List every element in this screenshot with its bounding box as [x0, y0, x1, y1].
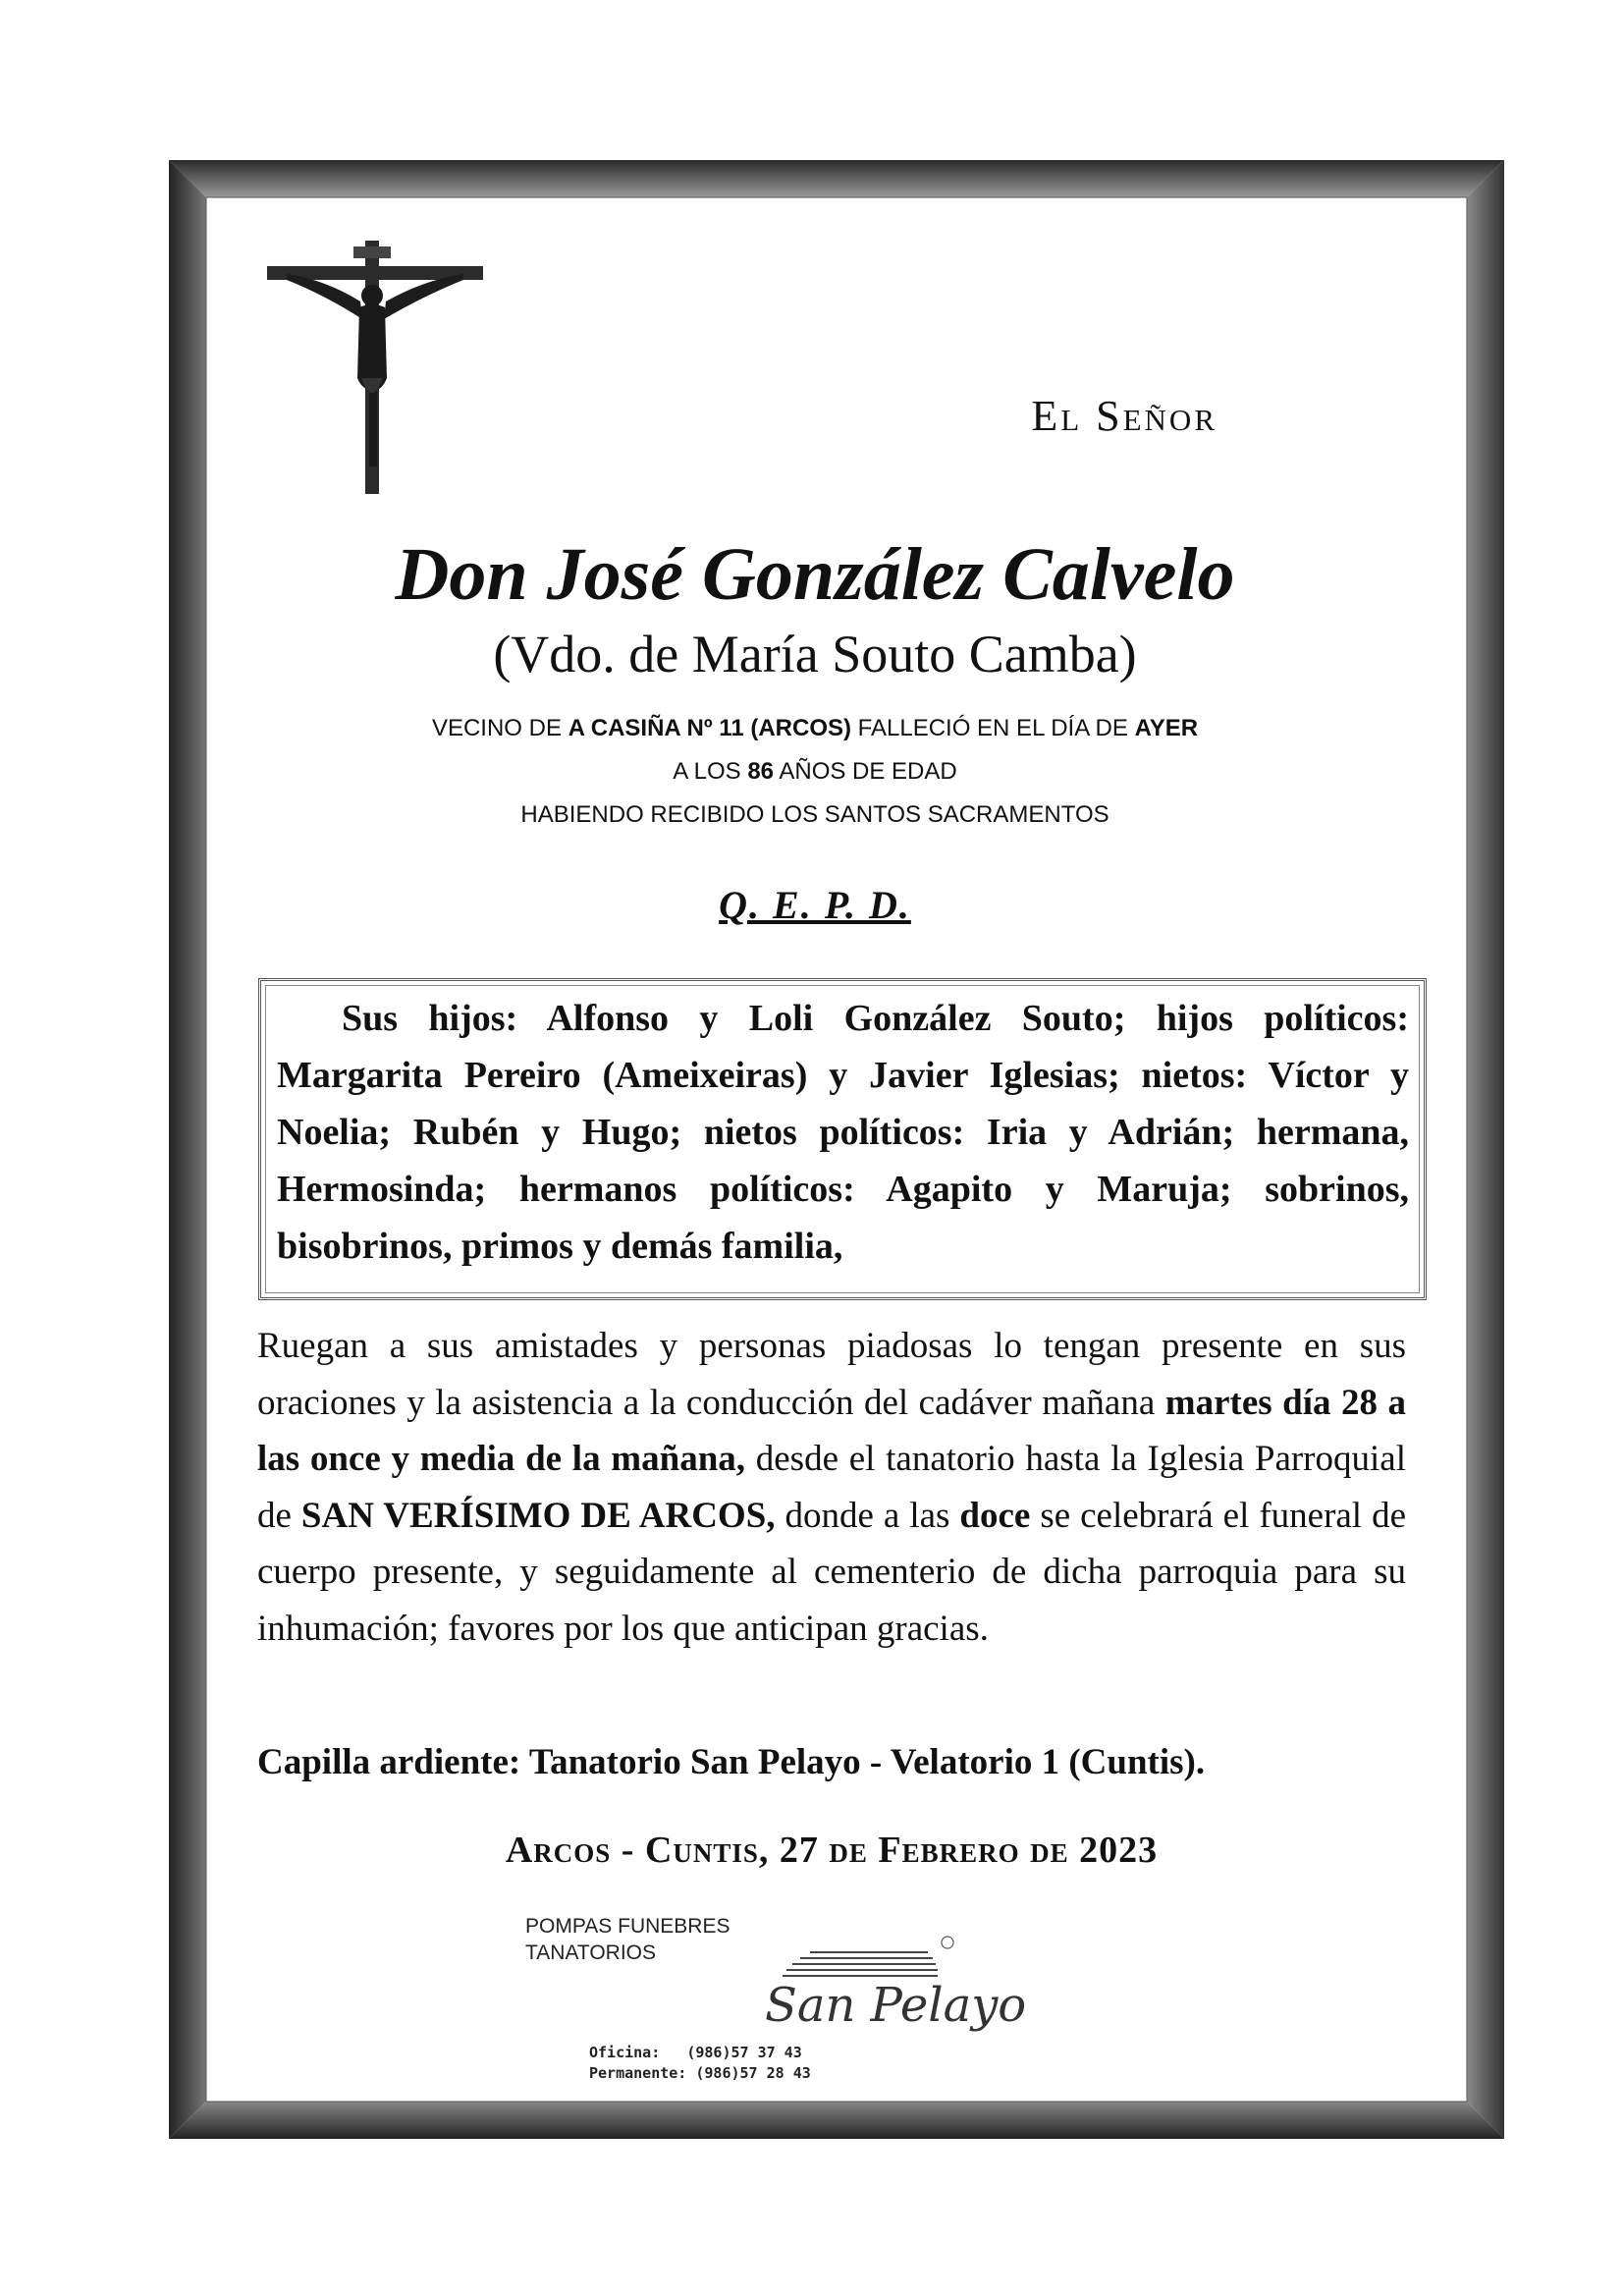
family-list: Sus hijos: Alfonso y Loli González Souto; hijos políticos: Margarita Pereiro (Ameixeiras) y Javier Iglesias; nietos: Víctor y Noelia; Rubén y Hugo; nietos políticos: Iria y Adrián; hermana, Hermosinda; hermanos políticos: Agapito y Maruja; sobrinos, bisobrinos, primos y demás familia, [277, 998, 1409, 1267]
widow-of: (Vdo. de María Souto Camba) [493, 625, 1137, 683]
san-pelayo-logo [741, 1933, 1027, 2050]
deceased-name: Don José González Calvelo [395, 533, 1235, 616]
office-phone: Oficina: (986)57 37 43 [589, 2044, 802, 2061]
info-line-2: A LOS 86 AÑOS DE EDAD [673, 758, 957, 785]
place-date: Arcos - Cuntis, 27 de Febrero de 2023 [505, 1830, 1159, 1871]
chapel-info: Capilla ardiente: Tanatorio San Pelayo - Velatorio 1 (Cuntis). [257, 1742, 1206, 1782]
heading: El Señor [1031, 392, 1217, 440]
info-line-1: VECINO DE A CASIÑA Nº 11 (ARCOS) FALLECIÓ EN EL DÍA DE AYER [431, 715, 1199, 741]
death-info [255, 707, 1375, 837]
info-line-3: HABIENDO RECIBIDO LOS SANTOS SACRAMENTOS [520, 801, 1109, 828]
funeral-home-line-2: TANATORIOS [525, 1941, 657, 1964]
funeral-home-label [525, 1913, 730, 1966]
funeral-home-line-1: POMPAS FUNEBRES [525, 1915, 730, 1938]
logo-text: San Pelayo [765, 1978, 1027, 2033]
funeral-request: Ruegan a sus amistades y personas piadosas lo tengan presente en sus oraciones y la asistencia a la conducción del cadáver mañana martes día 28 a las once y media de la mañana, desde el tanatorio hasta la Iglesia Parroquial de SAN VERÍSIMO DE ARCOS, donde a las doce se celebrará el funeral de cuerpo presente, y seguidamente al cementerio de dicha parroquia para su inhumación; favores por los que anticipan gracias. [257, 1326, 1406, 1649]
qepd: Q. E. P. D. [719, 883, 911, 927]
crucifix-icon [267, 241, 483, 496]
contact-phones [589, 2043, 811, 2084]
permanent-phone: Permanente: (986)57 28 43 [589, 2064, 811, 2082]
